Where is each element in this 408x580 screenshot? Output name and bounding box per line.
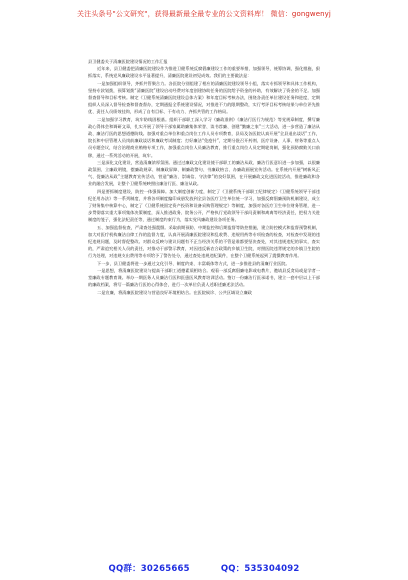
paragraph: 四是要抓制度建设，防控一体强保障。加大制度创新力度，制定了《卫健系统干部职工纪律规定》《卫健系统领导干部违纪任用办法》等一系列制度，并将各项制度编印成册发放到全县各医疗卫生单位统一学习，加强反腐倡廉预防机制建设，成立了财务集中核算中心，制定了《卫健系统固定资产投资和设备采购管理规定》等制度，加强对各医疗卫生单位财务管理，进一步贯彻落实重大事项集体决策制度，深入推进政务、院务公开，严格执行党政领导干部问责制和离离等经济责任，把权力关进制度的笼子，强化法纪责任等，通过制度约束行为，落实党风廉政建设各项任务。 [88, 188, 320, 223]
paragraph: 二是宣廉，将清廉医院建设与营造良好环境相结合。在医院候诊、公共区域设立廉政 [97, 289, 252, 295]
qq-group-text: QQ群：30265665 [108, 564, 190, 574]
qq-number-text: QQ：535304092 [220, 564, 300, 574]
paragraph: 近年来，县卫健委把清廉医院建设作为推进卫健系统反腐倡廉建设工作的重要举措，加强领导，统筹协调，强化措施，狠抓落实，系统党风廉政建设水平显著提升，清廉医院建设初见成效。我们的主要做法是： [88, 66, 320, 79]
paragraph: 五、加强监督检查，严肃查处强震慑。采取前期预防、中期监控和后期监督等防控措施，建立防控模式和监督预警机制，加大对医疗机构廉洁自律工作的监督力度，认真开展清廉医院建设和乱收费、违规用药等专项检查的检查，对检查中发现的违纪违规问题，及时督促整改。对群众反映与建议问题有不正当经济关系的不管是谁都要坚决查处，对其违规违纪的事实，查实的，严肃追究相关人员的责任，对推动于部警示教育，对因违反新农合政策的乡镇卫生院，对照医院违背规定的乡镇卫生院的行为处理，对违规支出费用等专项给予了警告处分，通过查处违规违纪案件，在整个卫健系统起到了震慑教育作用。 [88, 224, 320, 259]
paragraph: 二是加强学习教育，筑牢防线固根基。组织干部职工深入学习《廉政准则》《廉洁行医行为规范》等党规章制度，撰写廉政心得体会和调研文章，扎实开展了领导干部家属助廉集体荣誉、读书荐廉、创建“勤廉之家”三大活动，进一步营造了廉洁从政、廉洁行医的思想道德防线。加强对重点单位和重点岗位工作人员专项教育，县局及各医院认真开展“全县退出谈话”工作，院长和中层管理人员岗前廉政谈话和廉政考试制度；打好廉洁“免疫针”，定期分批召开药剂、医疗设备、人事、财务等重点人员专题会议，结合治理商业贿赂专项工作，加强重点岗位人员廉洁教育，推行重点岗位人员定期轮岗制，强化预防腐败关口前移，通过一系列活动的开展，筑牢。 [88, 116, 320, 158]
paragraph: 一是加强组织领导，齐抓共管聚合力。各医院分别组建了相应的清廉医院建设领导小组，落实专抓领导和具体工作机构，坚持专款划拨，预算划拨“清廉医院”建设启动经费对年度创建协助任务的医院给予资金的补助，有效解决了资金的不足。加强督查督导和目标考核。制定《卫健系统清廉医院建设总体方案》和年度目标考核办法，围绕各责任单位建设任务和进度，定期组织人员深入督导检查和督查督办，定期通报全系统建设情况，对推进不力的限期整改，实行考评目标考核结果与单位评先推优、责任人员绩效挂钩，形成了自有目标、干有动力、齐抓共管的工作格局。 [88, 80, 320, 115]
paragraph: 一是思想，将清廉医院建设与提高干部职工道德素质相结合。观看一部反腐倡廉电影或电教片，邀请县反贪局或是学者一堂廉政专题教育课。举办一期医务人员廉洁行医和医患医风教育培训活动。签订一份廉洁行医承诺书，建立一套中层以上干部的廉政档案，将写一篇廉洁行医的心得体会，进行一次单位负责人述职述廉述法活动。 [88, 267, 320, 288]
document-body [88, 58, 320, 546]
document-title: 县卫健委关于清廉医院建设情况的工作汇报 [88, 59, 168, 64]
paragraph: 三是深化文化建设，营造清廉浓厚氛围。通过过廉政文化建设使干部职工的廉洁从政、廉洁行医意识进一步加强，以很廉政氛围、立廉政明镜，摆廉政规章、制廉政屏障、制廉政警句、书廉政格言、办廉政画展宣传活动。在系统内开展“树新风正气、促廉洁从政”主题教育宣传活动，营造“廉洁、崇诚信、守法律”的良好氛围，在开展廉政文化进医院活动，推进廉政和各业的融合发展，让整个卫健系统映照出廉洁行医、廉洁从政。 [88, 159, 320, 187]
paragraph: 下一步，县卫健委将进一步通过文化引导、制度约束、丰富载体等方式，进一步推进县的清廉行业医院。 [97, 260, 290, 266]
header-banner: 关注头条号"公文研究"，获得最新最全最专业的公文资料库！ 微信：gongwenyj [77, 10, 331, 18]
footer-contact [0, 562, 408, 574]
